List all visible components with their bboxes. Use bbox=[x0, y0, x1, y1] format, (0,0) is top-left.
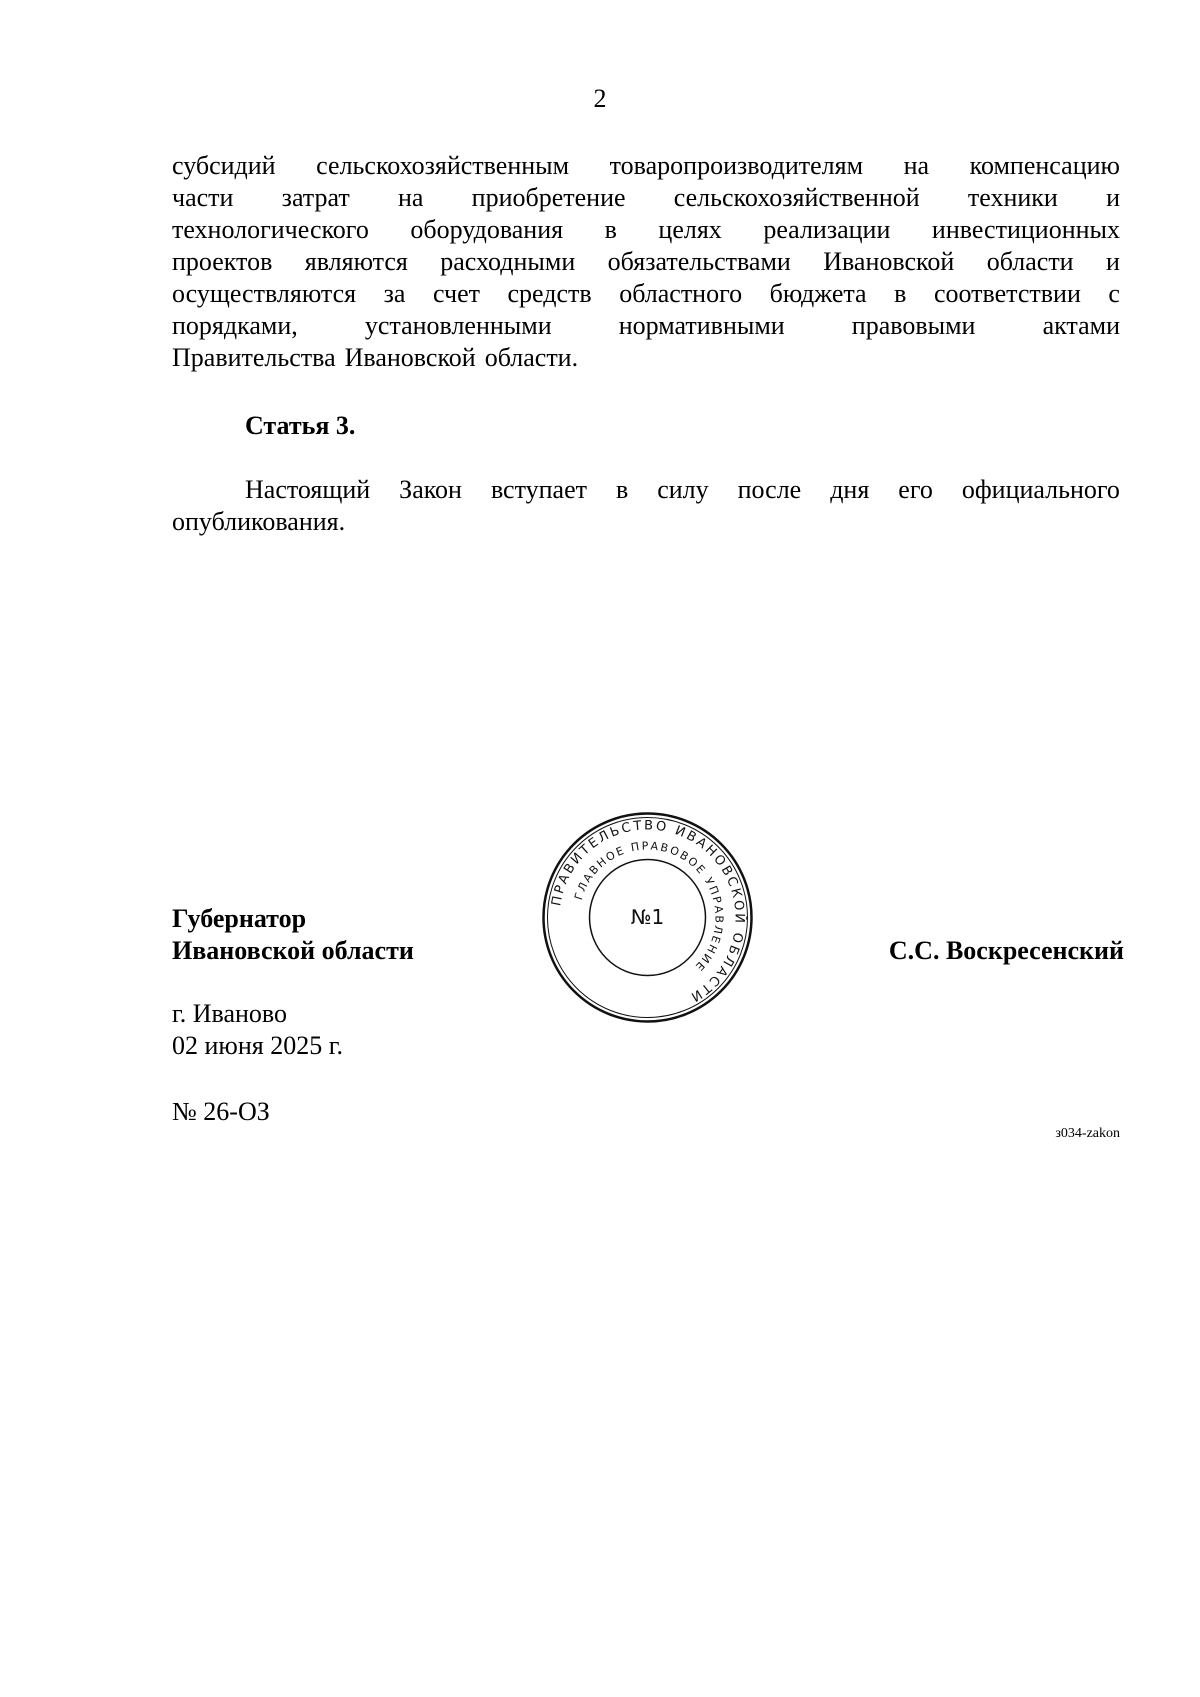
word: соответствии bbox=[933, 279, 1081, 308]
word: вступает bbox=[490, 475, 587, 504]
word: Ивановской bbox=[344, 343, 476, 372]
signature-title bbox=[172, 903, 414, 967]
word: целях bbox=[658, 215, 722, 244]
signature-title-line2: Ивановской области bbox=[172, 936, 414, 965]
word: счет bbox=[432, 279, 480, 308]
word: Настоящий bbox=[245, 475, 371, 504]
word: опубликования. bbox=[172, 507, 346, 536]
word: бюджета bbox=[769, 279, 867, 308]
text-line bbox=[172, 342, 1120, 374]
article-heading: Статья 3. bbox=[245, 411, 356, 440]
word: оборудования bbox=[410, 215, 564, 244]
word: технологического bbox=[172, 215, 369, 244]
word: компенсацию bbox=[969, 151, 1120, 180]
word: осуществляются bbox=[172, 279, 357, 308]
signature-title-line1: Губернатор bbox=[172, 904, 307, 933]
word: приобретение bbox=[471, 183, 626, 212]
word: являются bbox=[304, 247, 408, 276]
word: сельскохозяйственным bbox=[316, 151, 570, 180]
word: Правительства bbox=[172, 343, 336, 372]
text-line bbox=[172, 278, 1120, 310]
text-line bbox=[172, 182, 1120, 214]
official-seal bbox=[540, 810, 755, 1025]
seal-outer-text: ПРАВИТЕЛЬСТВО ИВАНОВСКОЙ ОБЛАСТИ bbox=[549, 818, 747, 1006]
text-line bbox=[172, 310, 1120, 342]
word: в bbox=[615, 475, 629, 504]
word: области. bbox=[484, 343, 579, 372]
word: дня bbox=[830, 475, 870, 504]
word: в bbox=[894, 279, 907, 308]
word: правовыми bbox=[851, 311, 976, 340]
word: областного bbox=[619, 279, 743, 308]
word: техники bbox=[967, 183, 1058, 212]
word: нормативными bbox=[618, 311, 785, 340]
word: Закон bbox=[399, 475, 462, 504]
text-line bbox=[172, 150, 1120, 182]
place-date-block bbox=[172, 998, 343, 1062]
word: средств bbox=[507, 279, 592, 308]
place: г. Иваново bbox=[172, 999, 287, 1028]
word: товаропроизводителям bbox=[609, 151, 864, 180]
page-number: 2 bbox=[593, 84, 607, 113]
word: затрат bbox=[281, 183, 350, 212]
document-code: з034-zakon bbox=[1055, 1126, 1120, 1141]
word: Ивановской bbox=[823, 247, 955, 276]
word: за bbox=[383, 279, 406, 308]
text-line bbox=[172, 246, 1120, 278]
word: расходными bbox=[440, 247, 576, 276]
word: на bbox=[397, 183, 424, 212]
word: части bbox=[172, 183, 234, 212]
word: официального bbox=[961, 475, 1120, 504]
date: 02 июня 2025 г. bbox=[172, 1031, 343, 1060]
word: и bbox=[1106, 247, 1120, 276]
word: его bbox=[898, 475, 933, 504]
paragraph-2 bbox=[172, 474, 1120, 538]
word: проектов bbox=[172, 247, 273, 276]
word: сельскохозяйственной bbox=[673, 183, 920, 212]
word: с bbox=[1108, 279, 1120, 308]
text-line bbox=[172, 474, 1120, 506]
word: реализации bbox=[763, 215, 891, 244]
word: порядками, bbox=[172, 311, 298, 340]
word: и bbox=[1106, 183, 1120, 212]
word: установленными bbox=[364, 311, 552, 340]
text-line bbox=[172, 506, 1120, 538]
word: силу bbox=[657, 475, 709, 504]
word: области bbox=[986, 247, 1074, 276]
word: актами bbox=[1042, 311, 1120, 340]
seal-inner-text: ГЛАВНОЕ ПРАВОВОЕ УПРАВЛЕНИЕ bbox=[571, 839, 726, 975]
law-number: № 26-ОЗ bbox=[172, 1097, 270, 1126]
word: на bbox=[903, 151, 930, 180]
word: инвестиционных bbox=[931, 215, 1120, 244]
word: субсидий bbox=[172, 151, 276, 180]
signature-name: С.С. Воскресенский bbox=[888, 936, 1124, 965]
paragraph-1 bbox=[172, 150, 1120, 374]
text-line bbox=[172, 214, 1120, 246]
word: в bbox=[604, 215, 617, 244]
seal-number: №1 bbox=[630, 905, 665, 929]
word: обязательствами bbox=[607, 247, 791, 276]
word: после bbox=[737, 475, 802, 504]
